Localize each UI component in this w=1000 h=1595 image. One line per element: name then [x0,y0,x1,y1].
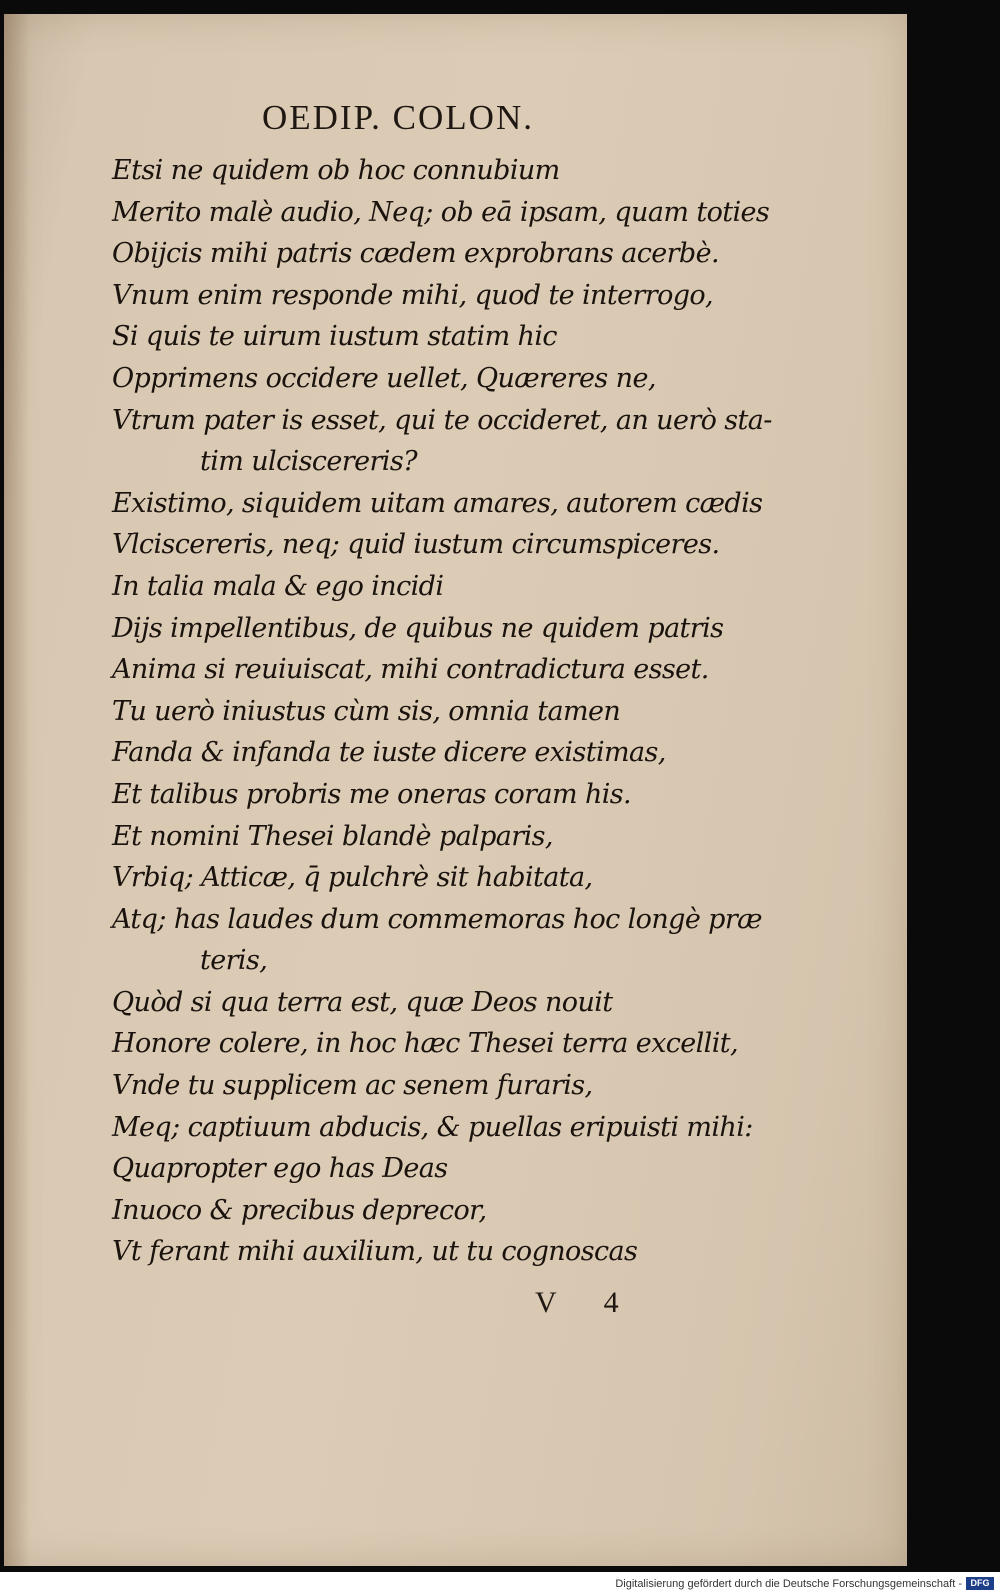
verse-line: Vt ferant mihi auxilium, ut tu cognoscas [112,1236,638,1268]
verse-line: Opprimens occidere uellet, Quæreres ne, [112,362,656,394]
verse-line: Obijcis mihi patris cædem exprobrans acerbè. [112,238,719,270]
verse-line: Quòd si qua terra est, quæ Deos nouit [112,986,613,1018]
verse-text [112,150,802,1273]
verse-line: Vnum enim responde mihi, quod te interrogo, [112,279,714,311]
verse-line: Et talibus probris me oneras coram his. [112,778,632,810]
verse-line: Existimo, siquidem uitam amares, autorem cædis [112,487,763,519]
verse-line: Fanda & infanda te iuste dicere existimas, [112,737,666,769]
funding-credit: Digitalisierung gefördert durch die Deutsche Forschungsgemeinschaft - [615,1578,962,1590]
verse-line: Anima si reuiuiscat, mihi contradictura esset. [112,654,709,686]
verse-line-continued: tim ulciscereris? [200,446,417,478]
verse-line-continued: teris, [200,945,268,977]
verse-line: Vnde tu supplicem ac senem furaris, [112,1070,593,1102]
signature-mark: V 4 [535,1286,639,1319]
verse-line: Vlciscereris, neq; quid iustum circumspiceres. [112,529,720,561]
verse-line: Si quis te uirum iustum statim hic [112,321,557,353]
verse-line: Honore colere, in hoc hæc Thesei terra excellit, [112,1028,738,1060]
verse-line: Quapropter ego has Deas [112,1153,448,1185]
verse-line: In talia mala & ego incidi [112,570,444,602]
verse-line: Atq; has laudes dum commemoras hoc longè præ [112,903,762,935]
running-header: OEDIP. COLON. [262,98,534,137]
verse-line: Meq; captiuum abducis, & puellas eripuisti mihi: [112,1111,753,1143]
dfg-logo-icon: DFG [966,1577,994,1590]
verse-line: Etsi ne quidem ob hoc connubium [112,155,560,186]
verse-line: Vtrum pater is esset, qui te occideret, an uerò sta- [112,404,772,436]
verse-line: Et nomini Thesei blandè palparis, [112,820,553,852]
verse-line: Inuoco & precibus deprecor, [112,1194,487,1226]
verse-line: Dijs impellentibus, de quibus ne quidem patris [112,612,724,644]
verse-line: Vrbiq; Atticæ, q̄ pulchrè sit habitata, [112,862,593,894]
verse-line: Merito malè audio, Neq; ob eā ipsam, quam toties [112,196,770,228]
verse-line: Tu uerò iniustus cùm sis, omnia tamen [112,695,621,727]
page-gutter-shadow [4,14,30,1566]
